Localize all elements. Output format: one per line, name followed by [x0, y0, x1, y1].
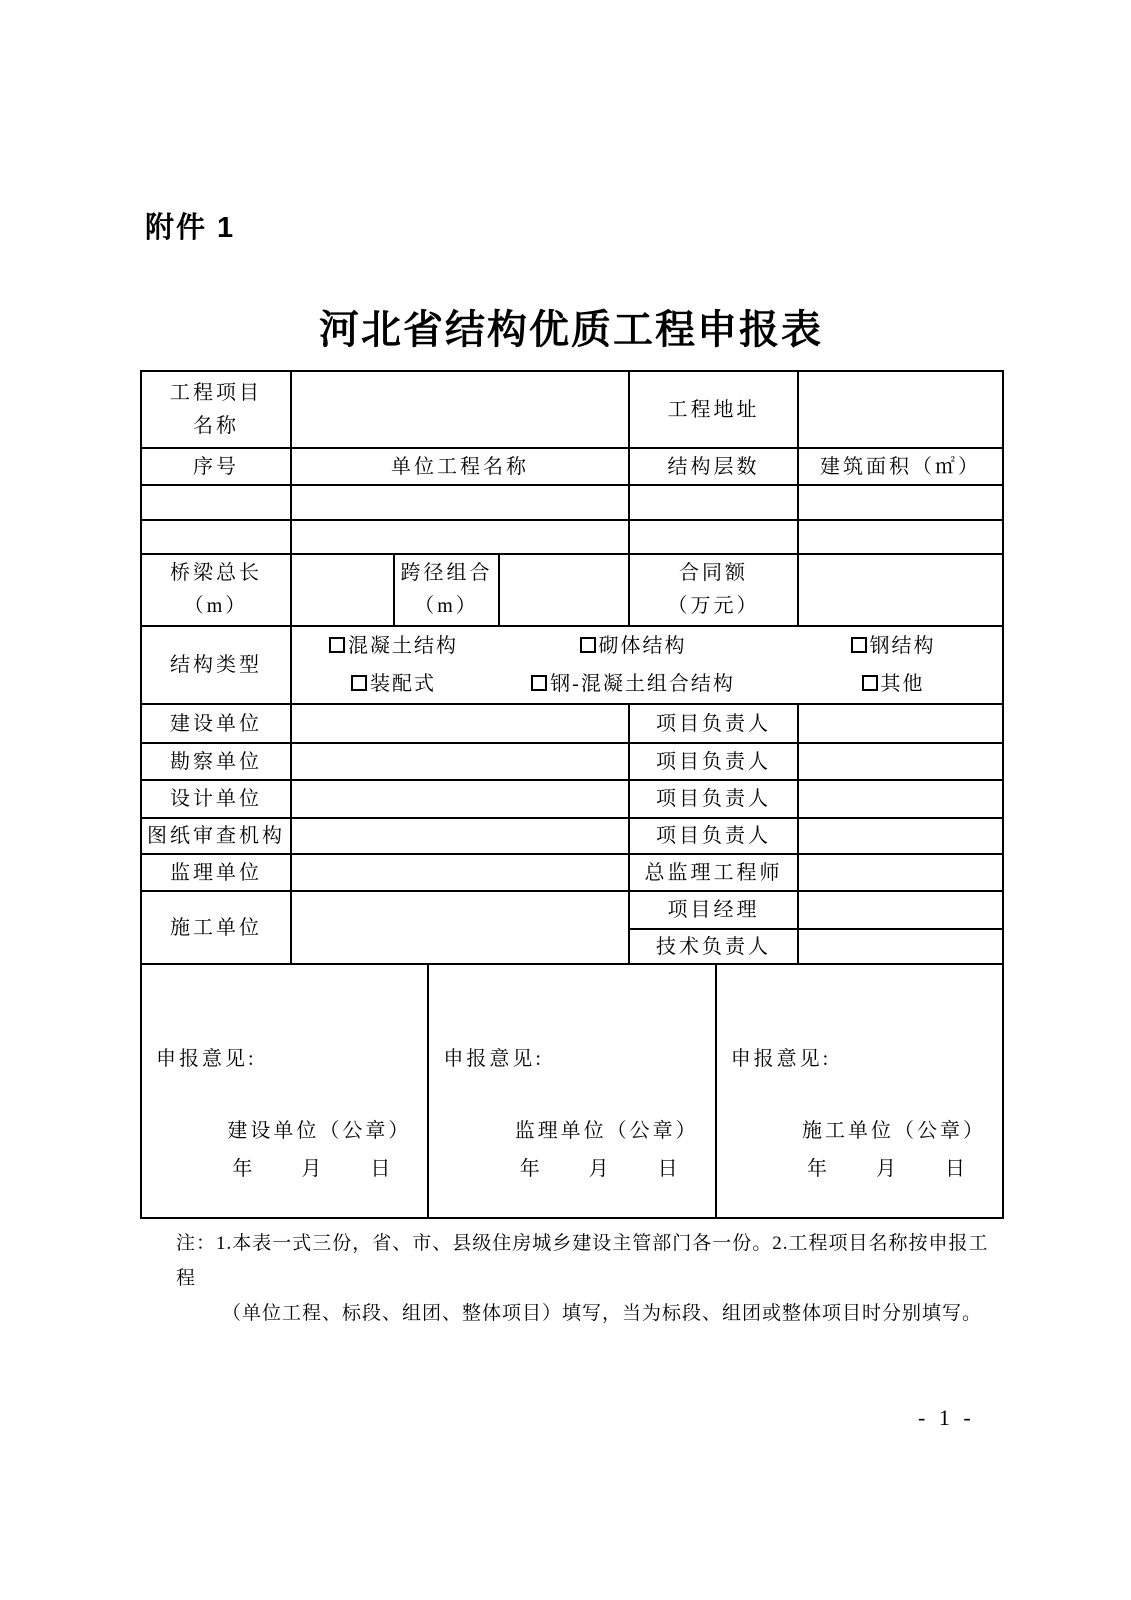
unit-label: 设计单位	[141, 780, 291, 818]
person-value	[798, 704, 1003, 743]
checkbox-icon	[580, 637, 596, 653]
empty-cell	[291, 520, 629, 554]
tech-lead-label: 技术负责人	[629, 929, 798, 964]
person-label: 项目负责人	[629, 704, 798, 743]
checkbox-icon	[351, 675, 367, 691]
table-row	[141, 520, 1003, 554]
opinion-stamp-line: 建设单位（公章）	[227, 1120, 412, 1142]
empty-cell	[629, 485, 798, 520]
bridge-span-value	[499, 554, 629, 626]
person-value	[798, 780, 1003, 818]
seq-header: 序号	[141, 448, 291, 485]
opinion-date-line: 年 月 日	[232, 1158, 394, 1180]
unit-label: 勘察单位	[141, 743, 291, 780]
empty-cell	[141, 520, 291, 554]
table-row	[141, 371, 1003, 448]
unit-label: 图纸审查机构	[141, 818, 291, 854]
opinion-stamp-line: 监理单位（公章）	[514, 1120, 699, 1142]
unit-value	[291, 854, 629, 891]
table-row	[141, 554, 1003, 626]
table-row	[141, 448, 1003, 485]
project-manager-label: 项目经理	[629, 891, 798, 929]
table-row	[141, 780, 1003, 818]
checkbox-icon	[531, 675, 547, 691]
empty-cell	[141, 485, 291, 520]
page-number: - 1 -	[918, 1405, 975, 1430]
opinion-contractor	[715, 965, 1002, 1217]
person-label: 项目负责人	[629, 743, 798, 780]
table-row	[141, 818, 1003, 854]
opinion-date-line: 年 月 日	[519, 1158, 681, 1180]
unit-name-header: 单位工程名称	[291, 448, 629, 485]
bridge-length-label: 桥梁总长 （m）	[141, 554, 291, 626]
unit-value	[291, 780, 629, 818]
construction-unit-label: 施工单位	[141, 891, 291, 964]
person-value	[798, 854, 1003, 891]
contract-amount-label: 合同额 （万元）	[629, 554, 798, 626]
contract-amount-value	[798, 554, 1003, 626]
application-form-table	[140, 370, 1004, 1219]
table-row	[141, 626, 1003, 704]
person-label: 总监理工程师	[629, 854, 798, 891]
option-other: 其他	[784, 668, 1002, 700]
checkbox-icon	[862, 675, 878, 691]
page-title: 河北省结构优质工程申报表	[319, 307, 823, 352]
structure-type-label: 结构类型	[141, 626, 291, 704]
structure-type-options	[291, 626, 1003, 704]
area-header: 建筑面积（㎡）	[798, 448, 1003, 485]
unit-value	[291, 704, 629, 743]
empty-cell	[291, 485, 629, 520]
floors-header: 结构层数	[629, 448, 798, 485]
table-row	[141, 485, 1003, 520]
person-value	[798, 743, 1003, 780]
checkbox-icon	[851, 637, 867, 653]
person-label: 项目负责人	[629, 780, 798, 818]
unit-label: 建设单位	[141, 704, 291, 743]
opinion-date-line: 年 月 日	[807, 1158, 969, 1180]
table-row	[141, 964, 1003, 1218]
person-label: 项目负责人	[629, 818, 798, 854]
option-steel-concrete: 钢-混凝土组合结构	[482, 668, 784, 700]
opinions-section	[141, 964, 1003, 1218]
checkbox-icon	[329, 637, 345, 653]
opinion-stamp-line: 施工单位（公章）	[802, 1120, 987, 1142]
construction-unit-value	[291, 891, 629, 964]
empty-cell	[798, 485, 1003, 520]
option-prefab: 装配式	[305, 668, 482, 700]
project-address-value	[798, 371, 1003, 448]
table-row	[141, 743, 1003, 780]
table-row	[141, 891, 1003, 929]
bridge-length-value	[291, 554, 394, 626]
footnote-line1: 注：1.本表一式三份，省、市、县级住房城乡建设主管部门各一份。2.工程项目名称按申报工程	[176, 1233, 989, 1289]
attachment-label: 附件 1	[145, 212, 236, 244]
footnote	[176, 1226, 996, 1331]
person-value	[798, 818, 1003, 854]
unit-value	[291, 818, 629, 854]
opinion-label: 申报意见:	[443, 1048, 544, 1070]
project-address-label: 工程地址	[629, 371, 798, 448]
empty-cell	[629, 520, 798, 554]
opinion-supervisor	[427, 965, 714, 1217]
bridge-span-label: 跨径组合 （m）	[394, 554, 499, 626]
unit-label: 监理单位	[141, 854, 291, 891]
footnote-line2: （单位工程、标段、组团、整体项目）填写，当为标段、组团或整体项目时分别填写。	[222, 1303, 983, 1324]
option-steel: 钢结构	[784, 630, 1002, 662]
option-concrete: 混凝土结构	[305, 630, 482, 662]
project-name-value	[291, 371, 629, 448]
tech-lead-value	[798, 929, 1003, 964]
project-manager-value	[798, 891, 1003, 929]
option-masonry: 砌体结构	[482, 630, 784, 662]
table-row	[141, 704, 1003, 743]
empty-cell	[798, 520, 1003, 554]
project-name-label: 工程项目 名称	[141, 371, 291, 448]
opinion-builder	[142, 965, 427, 1217]
unit-value	[291, 743, 629, 780]
table-row	[141, 854, 1003, 891]
opinion-label: 申报意见:	[156, 1048, 257, 1070]
opinion-label: 申报意见:	[730, 1048, 832, 1070]
